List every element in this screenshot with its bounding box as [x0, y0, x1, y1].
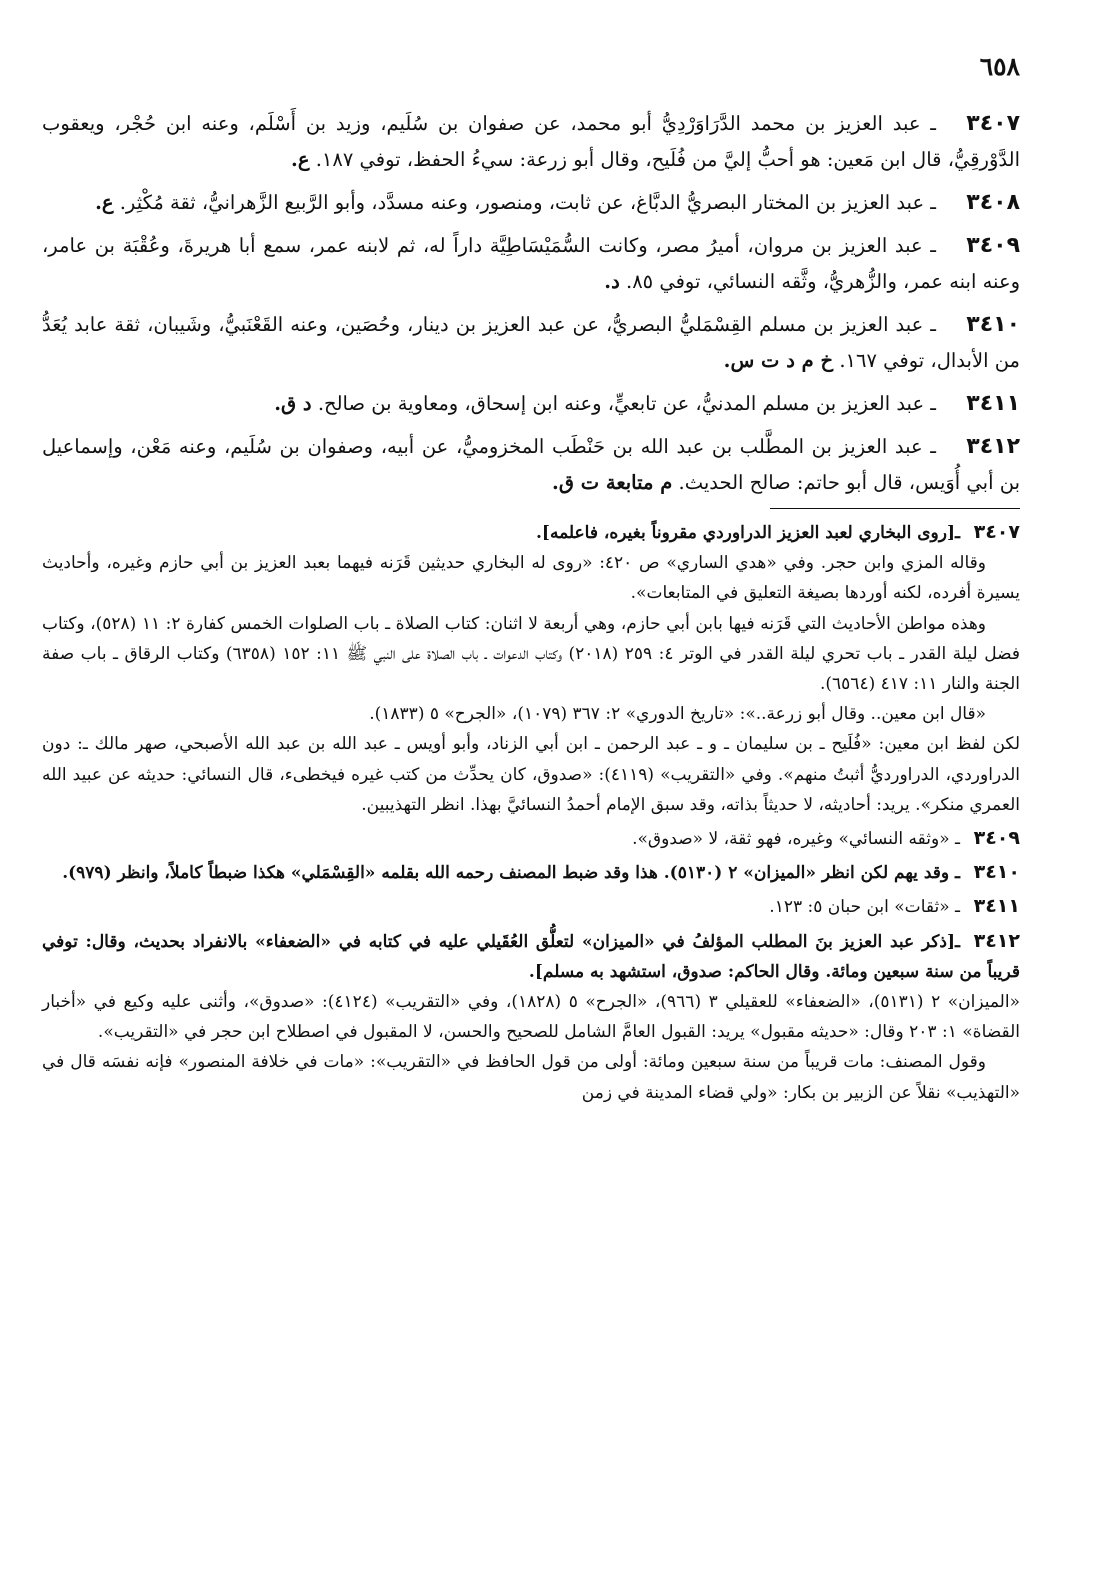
- entry-text: ـ عبد العزيز بن مروان، أميرُ مصر، وكانت السُّمَيْسَاطِيَّة داراً له، ثم لابنه عمر، سمع أبا هريرةَ، وعُقْبَة بن عامر، وعنه ابنه عمر، والزُّهريُّ، وثَّقه النسائي، توفي ٨٥.: [42, 234, 1020, 293]
- note-lead: ـ[ذكر عبد العزيز بنَ المطلب المؤلفُ في «الميزان» لتعلُّق العُقَيلي عليه في كتابه في «الضعفاء» بالانفراد بحديث، وقال: توفي قريباً من سنة سبعين ومائة. وقال الحاكم: صدوق، استشهد به مسلم].: [42, 931, 1020, 982]
- entry-text: ـ عبد العزيز بن مسلم القِسْمَليُّ البصريُّ، عن عبد العزيز بن دينار، وحُصَين، وعنه القَعْنَبيُّ، وشَيبان، ثقة عابد يُعَدُّ من الأبدال، توفي ١٦٧.: [42, 313, 1020, 372]
- entry-number: ٣٤١٠: [966, 312, 1020, 337]
- entry-text: ـ عبد العزيز بن المختار البصريُّ الدبَّاغ، عن ثابت، ومنصور، وعنه مسدَّد، وأبو الرَّبيع الزَّهرانيُّ، ثقة مُكْثِر.: [119, 191, 936, 214]
- entry-code: ع.: [291, 148, 310, 171]
- entry-number: ٣٤١٢: [966, 434, 1020, 459]
- note-paragraph: وقاله المزي وابن حجر. وفي «هدي الساري» ص ٤٢٠: «روى له البخاري حديثين قَرَنه فيهما بعبد العزيز بن أبي حازم وغيره، وأحاديث يسيرة أفرده، لكنه أوردها بصيغة التعليق في المتابعات».: [42, 553, 1020, 604]
- footnote-divider: [770, 508, 1020, 509]
- note-text: ـ «ثقات» ابن حبان ٥: ١٢٣.: [769, 897, 960, 918]
- note-lead: ـ[روى البخاري لعبد العزيز الدراوردي مقروناً بغيره، فاعلمه].: [536, 523, 960, 543]
- note-3407: [42, 517, 1020, 820]
- note-3409: [42, 823, 1020, 854]
- note-3410: [42, 857, 1020, 888]
- note-number: ٣٤١٢: [973, 929, 1020, 952]
- note-number: ٣٤١٠: [973, 861, 1020, 884]
- entry-text: ـ عبد العزيز بن محمد الدَّرَاوَرْدِيُّ أبو محمد، عن صفوان بن سُلَيم، وزيد بن أَسْلَم، وعنه ابن حُجْر، ويعقوب الدَّوْرقِيُّ، قال ابن مَعين: هو أحبُّ إليَّ من فُلَيح، وقال أبو زرعة: سيءُ الحفظ، توفي ١٨٧.: [42, 112, 1020, 171]
- note-number: ٣٤٠٧: [973, 521, 1020, 543]
- entry-code: د.: [604, 270, 620, 293]
- note-3411: [42, 891, 1020, 922]
- entry-text: ـ عبد العزيز بن مسلم المدنيُّ، عن تابعيٍّ، وعنه ابن إسحاق، ومعاوية بن صالح.: [317, 392, 936, 415]
- entry-code: د ق.: [274, 392, 312, 415]
- note-number: ٣٤٠٩: [973, 827, 1020, 850]
- entry-number: ٣٤١١: [966, 391, 1020, 416]
- entry-number: ٣٤٠٩: [966, 233, 1020, 258]
- entry-3407: [42, 106, 1020, 178]
- entry-code: ع.: [95, 191, 114, 214]
- page-number: ٦٥٨: [979, 52, 1020, 81]
- biography-entries: [42, 106, 1020, 501]
- entry-code: خ م د ت س.: [723, 349, 834, 372]
- note-text: ـ «وثقه النسائي» وغيره، فهو ثقة، لا «صدوق».: [632, 829, 960, 850]
- entry-3408: [42, 185, 1020, 221]
- note-paragraph: «قال ابن معين.. وقال أبو زرعة..»: «تاريخ الدوري» ٢: ٣٦٧ (١٠٧٩)، «الجرح» ٥ (١٨٣٣).: [369, 704, 986, 725]
- note-paragraph: لكن لفظ ابن معين: «فُلَيح ـ بن سليمان ـ و ـ عبد الرحمن ـ ابن أبي الزناد، وأبو أويس ـ عبد الله بن عبد الله الأصبحي، صهر مالك ـ: دون الدراوردي، الدراورديُّ أثبتُ منهم». وفي «التقريب» (٤١١٩): «صدوق، كان يحدِّث من كتب غيره فيخطىء، قال النسائي: حديثه عن عبيد الله العمري منكر». يريد: أحاديثه، لا حديثاً بذاته، وقد سبق الإمام أحمدُ النسائيَّ بهذا. انظر التهذيبين.: [42, 734, 1020, 815]
- note-number: ٣٤١١: [973, 895, 1020, 918]
- entry-3412: [42, 429, 1020, 501]
- entry-3410: [42, 307, 1020, 379]
- entry-3409: [42, 228, 1020, 300]
- entry-3411: [42, 386, 1020, 422]
- note-text: ـ وقد يهم لكن انظر «الميزان» ٢ (٥١٣٠). هذا وقد ضبط المصنف رحمه الله بقلمه «القِسْمَلي» هكذا ضبطاً كاملاً، وانظر (٩٧٩).: [62, 863, 960, 884]
- note-paragraph: وهذه مواطن الأحاديث التي قَرَنه فيها بابن أبي حازم، وهي أربعة لا اثنان: كتاب الصلاة ـ باب الصلوات الخمس كفارة ٢: ١١ (٥٢٨)، وكتاب فضل ليلة القدر ـ باب تحري ليلة القدر في الوتر ٤: ٢٥٩ (٢٠١٨) وكتاب الدعوات ـ باب الصلاة على النبي ﷺ ١١: ١٥٢ (٦٣٥٨) وكتاب الرقاق ـ باب صفة الجنة والنار ١١: ٤١٧ (٦٥٦٤).: [42, 613, 1020, 695]
- note-paragraph: وقول المصنف: مات قريباً من سنة سبعين ومائة: أولى من قول الحافظ في «التقريب»: «مات في خلافة المنصور» فإنه نفسَه قال في «التهذيب» نقلاً عن الزبير بن بكار: «ولي قضاء المدينة في زمن: [42, 1052, 1020, 1103]
- note-3412: [42, 926, 1020, 1108]
- entry-number: ٣٤٠٧: [966, 111, 1020, 136]
- entry-number: ٣٤٠٨: [966, 190, 1020, 215]
- note-paragraph: «الميزان» ٢ (٥١٣١)، «الضعفاء» للعقيلي ٣ (٩٦٦)، «الجرح» ٥ (١٨٢٨)، وفي «التقريب» (٤١٢٤): «صدوق»، وأثنى عليه وكيع في «أخبار القضاة» ١: ٢٠٣ وقال: «حديثه مقبول» يريد: القبول العامَّ الشامل للصحيح والحسن، لا المقبول في اصطلاح ابن حجر في «التقريب».: [42, 992, 1020, 1043]
- editor-notes: [42, 517, 1020, 1108]
- entry-text: ـ عبد العزيز بن المطَّلب بن عبد الله بن حَنْطَب المخزوميُّ، عن أبيه، وصفوان بن سُلَيم، وعنه مَعْن، وإسماعيل بن أبي أُوَيس، قال أبو حاتم: صالح الحديث.: [42, 435, 1020, 494]
- entry-code: م متابعة ت ق.: [552, 471, 673, 494]
